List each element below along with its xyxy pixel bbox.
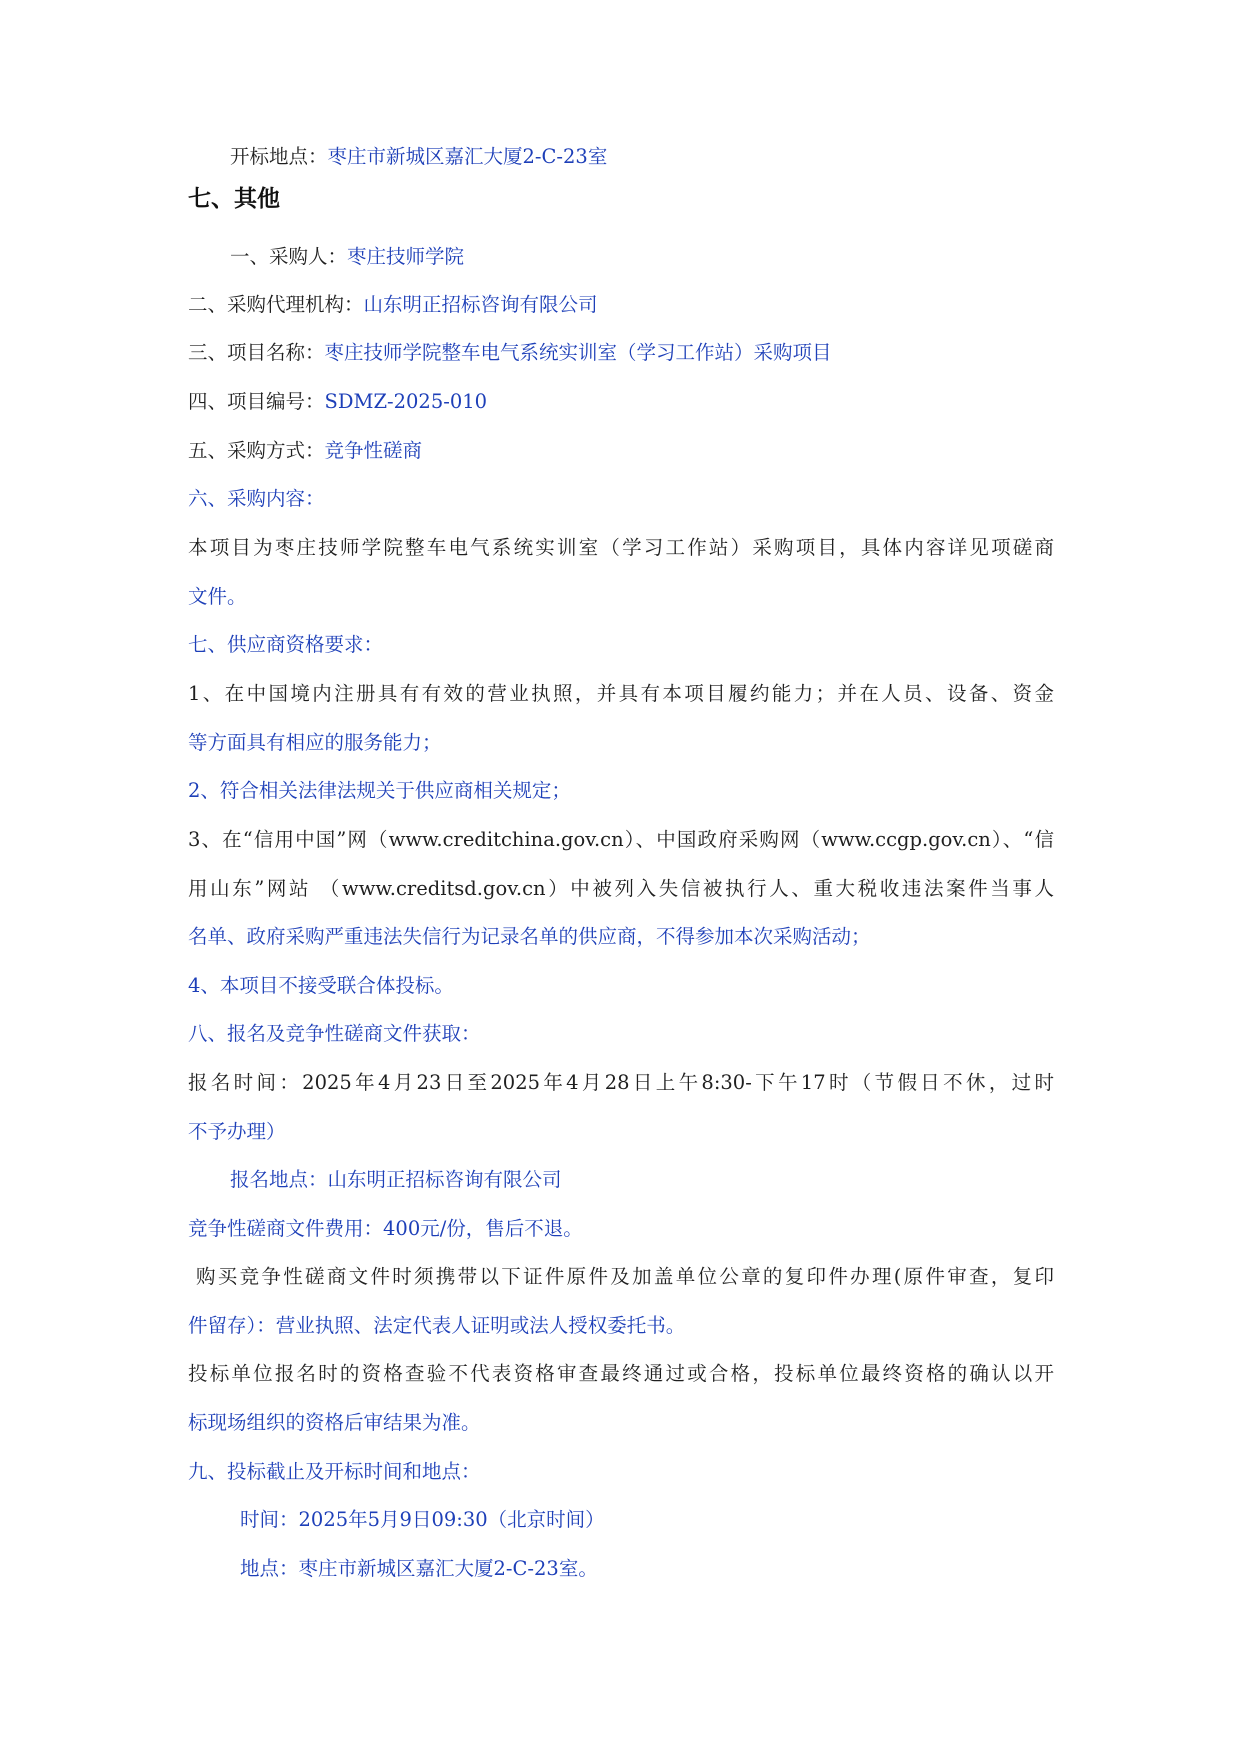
qualification-item-3-line-1: 3、在“信用中国”网（www.creditchina.gov.cn）、中国政府采购网（www.ccgp.gov.cn）、“信: [188, 828, 1054, 851]
project-name-label: 三、项目名称：: [188, 341, 325, 364]
project-number-label: 四、项目编号：: [188, 390, 325, 413]
agency-value: 山东明正招标咨询有限公司: [363, 293, 598, 316]
project-number-line: [188, 389, 487, 415]
purchaser-label: 一、采购人：: [230, 245, 348, 268]
deadline-location: 地点：枣庄市新城区嘉汇大厦2-C-23室。: [240, 1557, 598, 1580]
section-heading-other: 七、其他: [188, 186, 280, 212]
document-fee: 竞争性磋商文件费用：400元/份，售后不退。: [188, 1217, 583, 1240]
opening-location-label: 开标地点：: [230, 145, 328, 168]
purchase-requirement-line-2: 件留存）：营业执照、法定代表人证明或法人授权委托书。: [188, 1314, 686, 1337]
procurement-method-value: 竞争性磋商: [324, 439, 423, 462]
procurement-method-label: 五、采购方式：: [188, 439, 325, 462]
purchaser-value: 枣庄技师学院: [347, 245, 465, 268]
qualification-check-line-2: 标现场组织的资格后审结果为准。: [188, 1411, 481, 1434]
registration-time-line-2: 不予办理）: [188, 1120, 286, 1143]
project-number-value: SDMZ-2025-010: [324, 390, 488, 413]
qualification-item-2: 2、符合相关法律法规关于供应商相关规定；: [188, 779, 571, 802]
project-name-value: 枣庄技师学院整车电气系统实训室（学习工作站）采购项目: [324, 341, 832, 364]
agency-label: 二、采购代理机构：: [188, 293, 364, 316]
agency-line: [188, 292, 598, 318]
qualification-item-3-line-2: 用山东”网站 （www.creditsd.gov.cn）中被列入失信被执行人、重大税收违法案件当事人: [188, 877, 1054, 900]
opening-location-value: 枣庄市新城区嘉汇大厦2-C-23室: [327, 145, 608, 168]
procurement-content-title: 六、采购内容：: [188, 487, 325, 510]
opening-location-line: [230, 144, 607, 170]
procurement-content-line-1: 本项目为枣庄技师学院整车电气系统实训室（学习工作站）采购项目，具体内容详见项磋商: [188, 536, 1054, 559]
purchase-requirement-line-1: 购买竞争性磋商文件时须携带以下证件原件及加盖单位公章的复印件办理(原件审查，复印: [196, 1265, 1054, 1288]
project-name-line: [188, 340, 832, 366]
qualification-check-line-1: 投标单位报名时的资格查验不代表资格审查最终通过或合格，投标单位最终资格的确认以开: [188, 1362, 1054, 1385]
purchaser-line: [230, 244, 464, 270]
registration-title: 八、报名及竞争性磋商文件获取：: [188, 1022, 481, 1045]
deadline-time: 时间：2025年5月9日09:30（北京时间）: [240, 1508, 605, 1531]
qualification-item-1-line-1: 1、在中国境内注册具有有效的营业执照，并具有本项目履约能力；并在人员、设备、资金: [188, 682, 1054, 705]
procurement-method-line: [188, 438, 422, 464]
qualification-title: 七、供应商资格要求：: [188, 633, 384, 656]
registration-location: 报名地点：山东明正招标咨询有限公司: [230, 1168, 562, 1191]
procurement-content-line-2: 文件。: [188, 585, 247, 608]
qualification-item-1-line-2: 等方面具有相应的服务能力；: [188, 731, 442, 754]
registration-time-line-1: 报名时间：2025年4月23日至2025年4月28日上午8:30-下午17时（节假日不休，过时: [188, 1071, 1054, 1094]
qualification-item-3-line-3: 名单、政府采购严重违法失信行为记录名单的供应商，不得参加本次采购活动；: [188, 925, 871, 948]
deadline-title: 九、投标截止及开标时间和地点：: [188, 1460, 481, 1483]
qualification-item-4: 4、本项目不接受联合体投标。: [188, 974, 454, 997]
